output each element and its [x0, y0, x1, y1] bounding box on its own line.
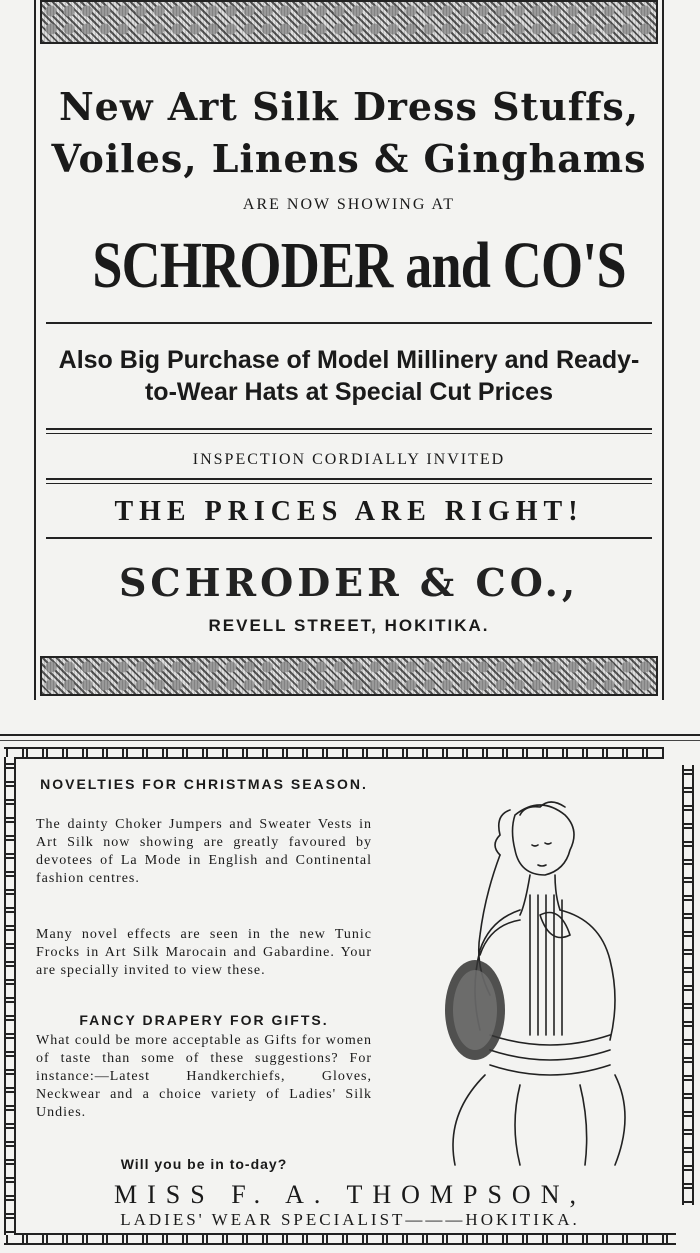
bottom-ornamental-border — [40, 656, 658, 696]
schroder-advertisement — [34, 0, 664, 700]
store-address: REVELL STREET, HOKITIKA. — [208, 616, 490, 635]
store-name: SCHRODER & CO., — [118, 560, 580, 605]
showing-at-text: ARE NOW SHOWING AT — [242, 196, 456, 213]
inspection-text: INSPECTION CORDIALLY INVITED — [192, 451, 506, 468]
prices-slogan: THE PRICES ARE RIGHT! — [114, 496, 584, 527]
novelties-heading: NOVELTIES FOR CHRISTMAS SEASON. — [40, 776, 368, 792]
top-chain-border — [4, 747, 664, 759]
divider-3b — [46, 483, 652, 484]
paragraph-jumpers: The dainty Choker Jumpers and Sweater Vests in Art Silk now showing are greatly favoured by devotees of La Mode in English and Continental fashion centres. — [36, 817, 372, 886]
divider-4 — [46, 537, 652, 539]
shop-owner-name: MISS F. A. THOMPSON, — [114, 1180, 586, 1209]
left-chain-border — [4, 757, 16, 1235]
divider-3 — [46, 478, 652, 480]
fancy-drapery-heading: FANCY DRAPERY FOR GIFTS. — [79, 1012, 329, 1028]
headline-line-1: New Art Silk Dress Stuffs, — [58, 84, 640, 129]
invitation-text: Will you be in to-day? — [120, 1156, 288, 1172]
top-ornamental-border — [40, 0, 658, 44]
divider-2 — [46, 428, 652, 430]
column-separator-thin — [0, 740, 700, 741]
divider-1 — [46, 322, 652, 324]
store-name-big: SCHRODER and CO'S — [92, 229, 626, 302]
divider-2b — [46, 433, 652, 434]
column-separator — [0, 734, 700, 736]
bottom-chain-border — [4, 1233, 676, 1245]
right-chain-border — [682, 765, 694, 1205]
millinery-text: Also Big Purchase of Model Millinery and Ready-to-Wear Hats at Special Cut Prices — [58, 346, 640, 406]
fashion-illustration — [420, 795, 660, 1175]
headline-line-2: Voiles, Linens & Ginghams — [51, 136, 647, 181]
paragraph-gifts: What could be more acceptable as Gifts for women of taste than some of these suggestions? For instance:—Latest Handkerchiefs, Gloves, Neckwear and a choice variety of Ladies' Silk Undies. — [36, 1033, 372, 1120]
paragraph-tunic-frocks: Many novel effects are seen in the new Tunic Frocks in Art Silk Marocain and Gabardine. Your are specially invited to view these. — [36, 927, 372, 978]
shop-specialty: LADIES' WEAR SPECIALIST———HOKITIKA. — [120, 1210, 580, 1229]
